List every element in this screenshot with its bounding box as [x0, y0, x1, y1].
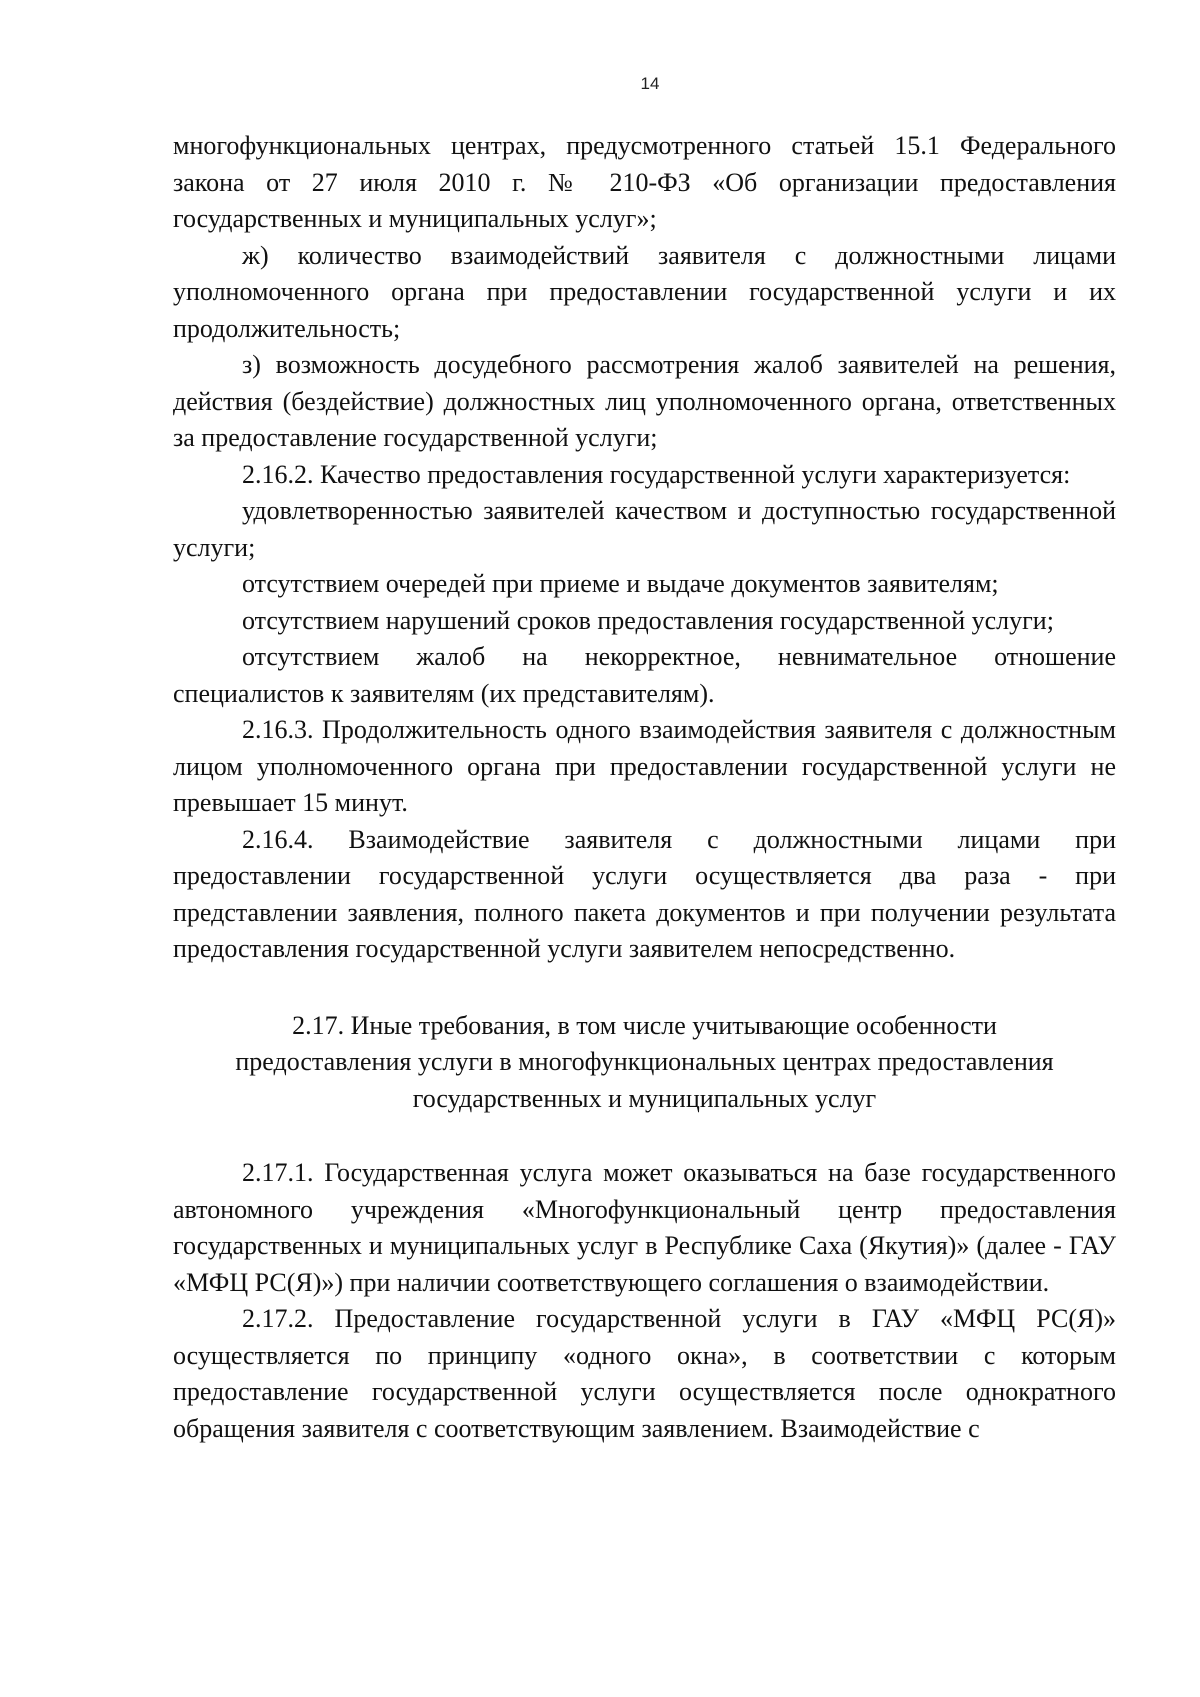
paragraph-item-zh: ж) количество взаимодействий заявителя с должностными лицами уполномоченного органа при предоставлении государственной услуги и их продолжительность;	[173, 240, 1116, 343]
paragraph-no-queues: отсутствием очередей при приеме и выдаче документов заявителям;	[242, 569, 999, 598]
page-number: 14	[640, 74, 660, 93]
paragraph-2-16-3: 2.16.3. Продолжительность одного взаимодействия заявителя с должностным лицом уполномоченного органа при предоставлении государственной услуги не превышает 15 минут.	[173, 715, 1116, 817]
paragraph-item-z: з) возможность досудебного рассмотрения жалоб заявителей на решения, действия (бездействие) должностных лиц уполномоченного органа, ответственных за предоставление государственной услуги;	[173, 350, 1116, 452]
document-body	[173, 128, 1116, 1447]
paragraph-2-16-4: 2.16.4. Взаимодействие заявителя с должностными лицами при предоставлении государственной услуги осуществляется два раза - при представлении заявления, полного пакета документов и при получении результата предоставления государственной услуги заявителем непосредственно.	[173, 824, 1116, 963]
section-heading-2-17	[173, 1008, 1116, 1118]
paragraph-2-17-1: 2.17.1. Государственная услуга может оказываться на базе государственного автономного учреждения «Многофункциональный центр предоставления государственных и муниципальных услуг в Республике Саха (Якутия)» (далее - ГАУ «МФЦ РС(Я)») при наличии соответствующего соглашения о взаимодействии.	[173, 1158, 1116, 1297]
paragraph-no-violations: отсутствием нарушений сроков предоставления государственной услуги;	[242, 605, 1054, 635]
section-heading-line-3: государственных и муниципальных услуг	[412, 1083, 877, 1113]
section-heading-line-2: предоставления услуги в многофункциональных центрах предоставления	[235, 1047, 1054, 1076]
paragraph-mfc-continuation: многофункциональных центрах, предусмотренного статьей 15.1 Федерального закона от 27 июля 2010 г. № 210-ФЗ «Об организации предоставления государственных и муниципальных услуг»;	[173, 131, 1116, 233]
paragraph-2-17-2: 2.17.2. Предоставление государственной услуги в ГАУ «МФЦ РС(Я)» осуществляется по принципу «одного окна», в соответствии с которым предоставление государственной услуги осуществляется после однократного обращения заявителя с соответствующим заявлением. Взаимодействие с	[173, 1304, 1116, 1443]
paragraph-2-16-2: 2.16.2. Качество предоставления государственной услуги характеризуется:	[242, 459, 1071, 489]
paragraph-satisfaction: удовлетворенностью заявителей качеством и доступностью государственной услуги;	[173, 496, 1116, 562]
paragraph-no-complaints: отсутствием жалоб на некорректное, невнимательное отношение специалистов к заявителям (их представителям).	[173, 642, 1116, 708]
section-heading-line-1: 2.17. Иные требования, в том числе учитывающие особенности	[292, 1010, 997, 1040]
